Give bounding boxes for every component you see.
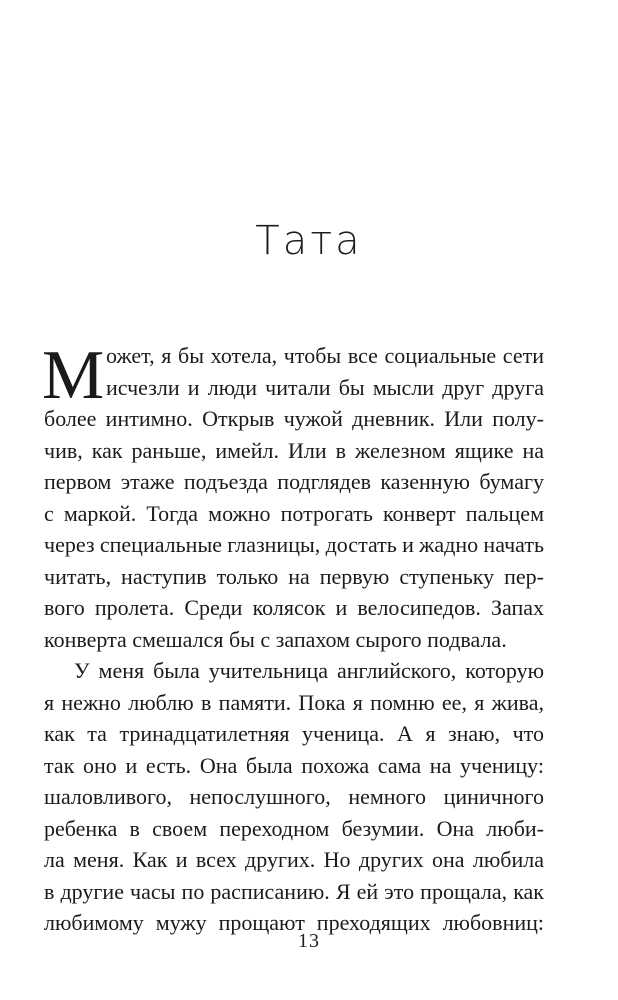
paragraph-1 bbox=[42, 337, 544, 655]
text-line: читать, наступив только на первую ступеньку пер- bbox=[44, 563, 544, 589]
text-line: У меня была учительница английского, которую bbox=[74, 658, 544, 683]
text-line: первом этаже подъезда подглядев казенную бумагу bbox=[44, 469, 544, 494]
text-line: через специальные глазницы, достать и жадно начать bbox=[44, 532, 544, 557]
page-number: 13 bbox=[298, 930, 320, 952]
text-line: любимому мужу прощают преходящих любовниц: bbox=[44, 910, 544, 935]
text-line: вого пролета. Среди колясок и велосипедов. Запах bbox=[44, 595, 544, 620]
dropcap-row bbox=[42, 337, 544, 414]
paragraph-2 bbox=[44, 655, 544, 939]
drop-cap: М bbox=[42, 337, 105, 414]
text-line: с маркой. Тогда можно потрогать конверт пальцем bbox=[44, 500, 544, 526]
text-line: как та тринадцатилетняя ученица. А я знаю, что bbox=[44, 721, 544, 746]
text-line: так оно и есть. Она была похожа сама на ученицу: bbox=[44, 752, 544, 778]
text-line: конверта смешался бы с запахом сырого подвала. bbox=[44, 626, 507, 652]
text-line: ла меня. Как и всех других. Но других она любила bbox=[44, 847, 544, 872]
text-line: в другие часы по расписанию. Я ей это прощала, как bbox=[44, 878, 544, 904]
text-line: исчезли и люди читали бы мысли друг друга bbox=[106, 374, 544, 400]
text-line: более интимно. Открыв чужой дневник. Или полу- bbox=[44, 406, 544, 431]
text-line: ожет, я бы хотела, чтобы все социальные сети bbox=[106, 343, 544, 368]
body-text bbox=[42, 337, 544, 939]
chapter-title: Тата bbox=[255, 218, 363, 264]
text-line: чив, как раньше, имейл. Или в железном ящике на bbox=[44, 437, 544, 463]
text-line: шаловливого, непослушного, немного циничного bbox=[44, 784, 544, 809]
text-line: ребенка в своем переходном безумии. Она люби- bbox=[44, 815, 544, 841]
text-line: я нежно люблю в памяти. Пока я помню ее, я жива, bbox=[44, 689, 544, 715]
